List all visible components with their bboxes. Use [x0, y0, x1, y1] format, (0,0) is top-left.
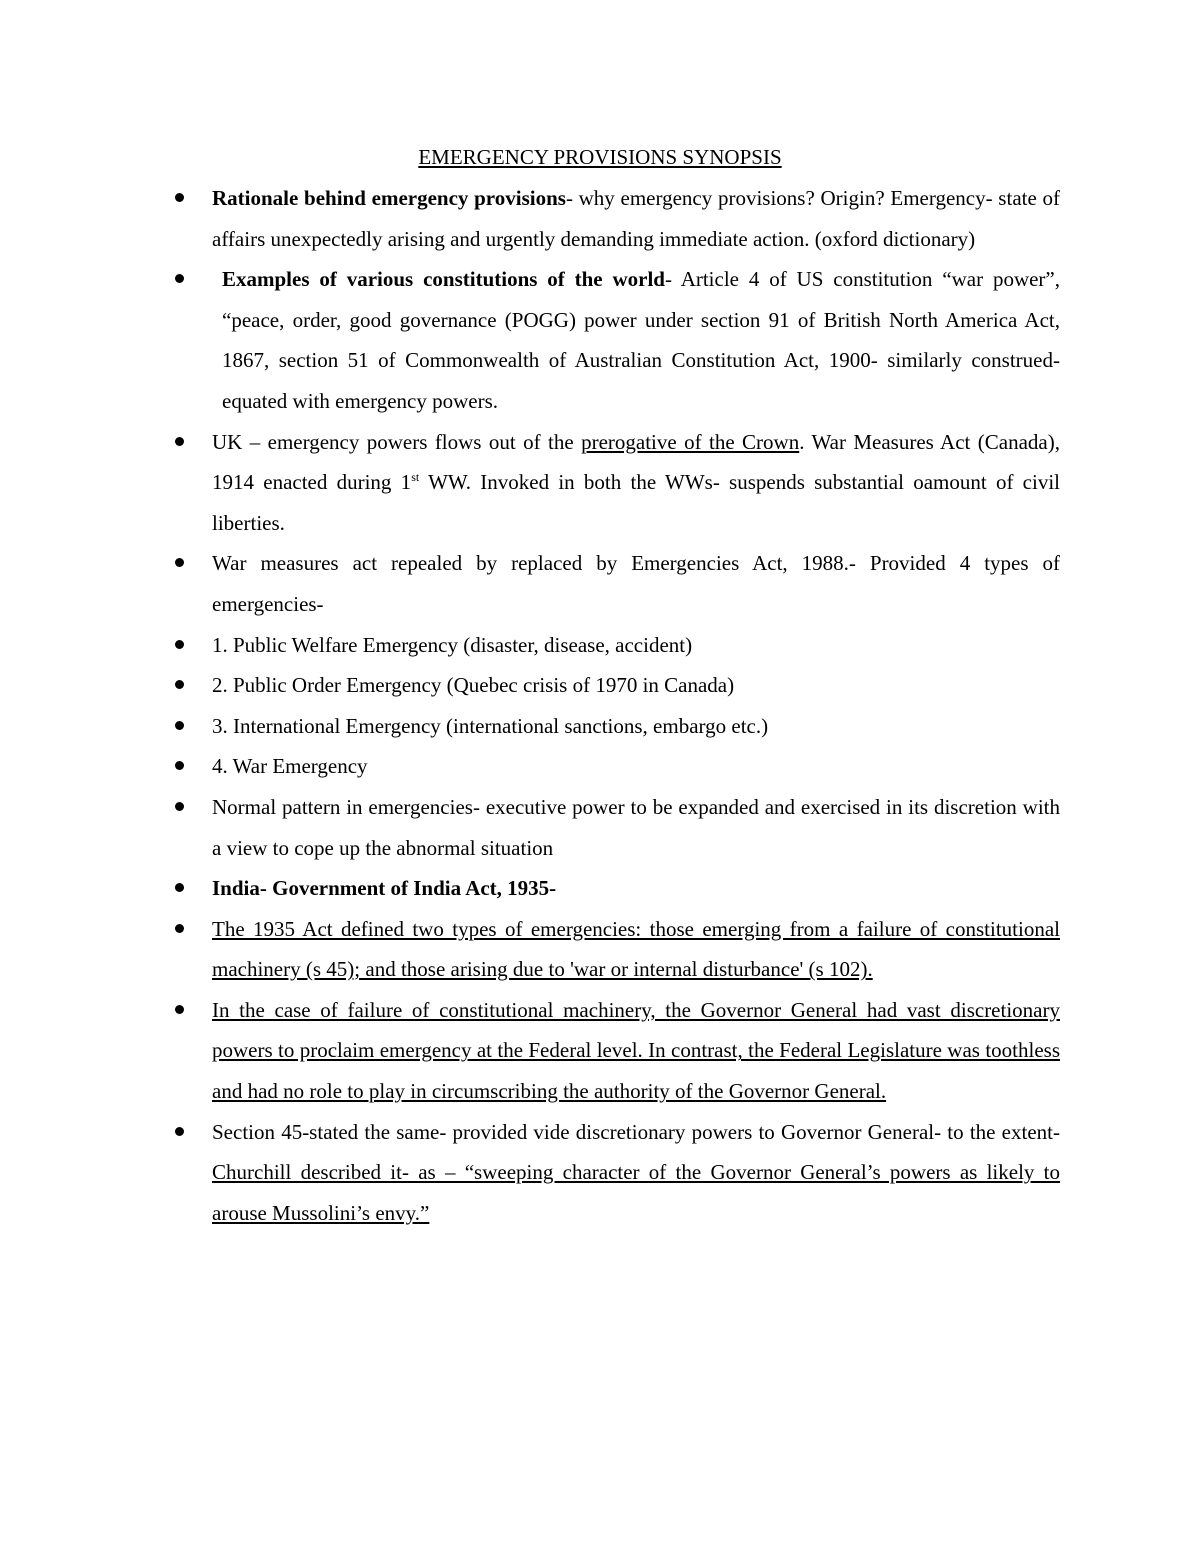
item-text: . War Measures Act (Canada), 1914 enacted during 1: [212, 429, 1060, 495]
item-text: 1. Public Welfare Emergency (disaster, disease, accident): [212, 632, 693, 657]
list-item: [172, 422, 1060, 544]
item-heading: Rationale behind emergency provisions: [212, 186, 566, 210]
list-item: [172, 259, 1060, 421]
list-item: [172, 1112, 1060, 1234]
bullet-icon: [175, 437, 184, 446]
item-text: Normal pattern in emergencies- executive power to be expanded and exercised in its discretion with a view to cope up the abnormal situation: [212, 794, 1060, 860]
page-title: EMERGENCY PROVISIONS SYNOPSIS: [418, 145, 782, 169]
item-text: War measures act repealed by replaced by Emergencies Act, 1988.- Provided 4 types of emergencies-: [212, 551, 1060, 616]
bullet-icon: [175, 924, 184, 933]
list-item: [172, 665, 1060, 706]
item-text: 3. International Emergency (international sanctions, embargo etc.): [212, 713, 769, 738]
bullet-icon: [175, 1127, 184, 1136]
bullet-icon: [175, 802, 184, 811]
list-item: [172, 706, 1060, 747]
underlined-text: prerogative of the Crown: [581, 429, 800, 454]
item-text: 2. Public Order Emergency (Quebec crisis of 1970 in Canada): [212, 673, 735, 698]
list-item: [172, 746, 1060, 787]
list-item: [172, 787, 1060, 868]
list-item: [172, 868, 1060, 909]
item-text: 4. War Emergency: [212, 754, 368, 779]
bullet-icon: [175, 274, 184, 283]
list-item: [172, 543, 1060, 624]
bullet-icon: [175, 761, 184, 770]
bullet-icon: [175, 558, 184, 567]
bullet-icon: [175, 640, 184, 649]
bullet-icon: [175, 680, 184, 689]
bullet-icon: [175, 193, 184, 202]
underlined-text: In the case of failure of constitutional machinery, the Governor General had vast discretionary powers to proclaim emergency at the Federal level. In contrast, the Federal Legislature was toothless and had no role to play in circumscribing the authority of the Governor General.: [212, 997, 1060, 1104]
item-heading: Examples of various constitutions of the world: [222, 267, 665, 292]
bullet-icon: [175, 1005, 184, 1014]
underlined-text: The 1935 Act defined two types of emergencies: those emerging from a failure of constitutional machinery (s 45); and those arising due to 'war or internal disturbance' (s 102).: [212, 916, 1060, 982]
item-text: - why emergency provisions? Origin? Emergency- state of affairs unexpectedly arising and urgently demanding immediate action. (oxford dictionary): [212, 186, 1060, 251]
list-item: [172, 178, 1060, 259]
item-heading: India- Government of India Act, 1935-: [212, 876, 557, 901]
bullet-icon: [175, 883, 184, 892]
item-text: WW. Invoked in both the WWs- suspends substantial oamount of civil liberties.: [212, 470, 1060, 535]
list-item: [172, 990, 1060, 1112]
bullet-list: [172, 178, 1060, 1233]
superscript: st: [411, 470, 420, 485]
list-item: [172, 625, 1060, 666]
underlined-text: Churchill described it- as – “sweeping character of the Governor General’s powers as likely to arouse Mussolini’s envy.”: [212, 1160, 1060, 1225]
item-text: - Article 4 of US constitution “war power”, “peace, order, good governance (POGG) power under section 91 of British North America Act, 1867, section 51 of Commonwealth of Australian Constitution Act, 1900- similarly construed- equated with emergency powers.: [222, 267, 1060, 413]
item-text: UK – emergency powers flows out of the: [212, 429, 582, 454]
list-item: [172, 909, 1060, 990]
bullet-icon: [175, 721, 184, 730]
item-text: Section 45-stated the same- provided vide discretionary powers to Governor General- to the extent-: [212, 1119, 1060, 1144]
